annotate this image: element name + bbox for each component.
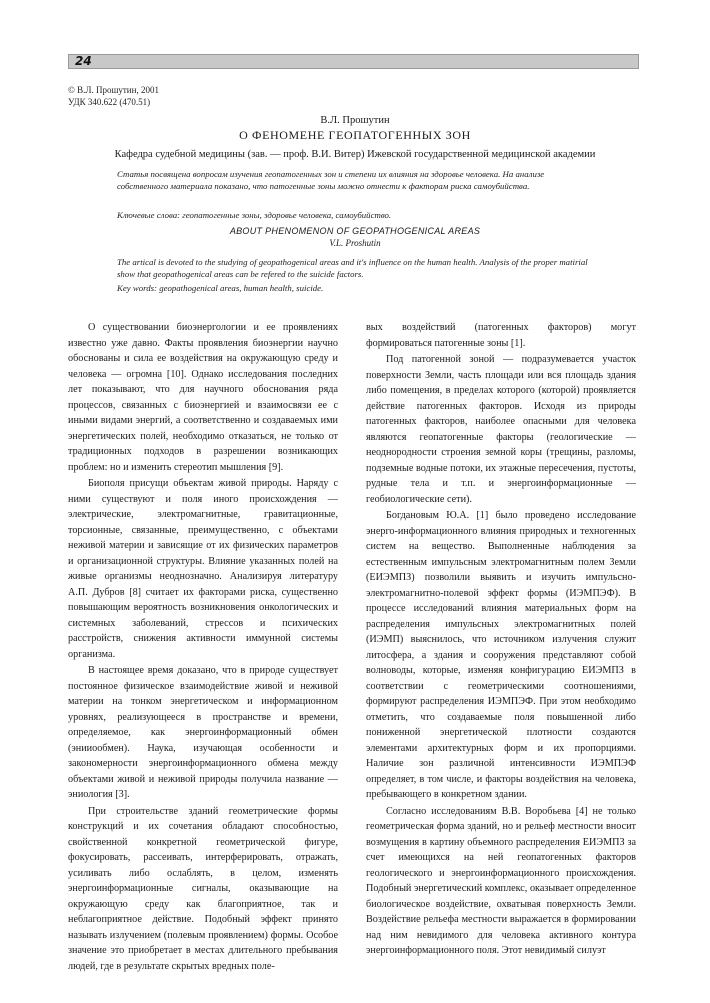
paragraph: Согласно исследованиям В.В. Воробьева [4] не только геометрическая форма зданий, но и рельеф местности вносит возмущения в картину объемного распределения ЕИЭМПЗ за счет имеющихся на ней геопатогенных факторов геологического и энергоинформационного происхождения. Подобный энергетический комплекс, оказывает определенное биологическое воздействие, охватывая поверхность Земли. Воздействие рельефа местности выражается в формировании над ним невидимого для человека активного контура энергоинформационного поля. Этот невидимый силуэт <box>366 805 636 956</box>
article-meta <box>68 84 159 108</box>
article-author: В.Л. Прошутин <box>320 115 390 126</box>
paragraph-continuation: вых воздействий (патогенных факторов) могут формироваться патогенные зоны [1]. <box>366 322 636 349</box>
body-column-right <box>366 320 636 959</box>
running-header-bar <box>68 54 639 69</box>
english-title: ABOUT PHENOMENON OF GEOPATHOGENICAL AREAS <box>229 226 481 236</box>
udk-line: УДК 340.622 (470.51) <box>68 97 151 107</box>
keywords-english: Key words: geopathogenical areas, human health, suicide. <box>117 283 324 293</box>
paragraph: При строительстве зданий геометрические формы конструкций и их сочетания обладают способностью, свойственной конкретной геометрической фигуре, фокусировать, рассеивать, интерферировать, отражать, усиливать либо ослаблять, в целом, изменять энергоинформационные сигналы, оказывающие на окружающую среду как благоприятное, так и неблагоприятное действие. Подобный эффект принято называть излучением (полевым проявлением) формы. Особое значение это приобретает в местах длительного пребывания людей, где в результате скрытых вредных поле- <box>68 805 338 972</box>
paragraph: Богдановым Ю.А. [1] было проведено исследование энерго-информационного влияния природных и техногенных систем на вещество. Выполненные наблюдения за естественным импульсным электромагнитным полем Земли (ЕИЭМПЗ) позволили выявить и изучить импульсно-электромагнитно-полевой эффект формы (ИЭМПЭФ). В процессе исследований влияния материальных форм на распределения импульсных электромагнитных полей (ИЭМП) выяснилось, что источником излучения служит литосфера, а здания и сооружения представляют собой волноводы, которые, изменяя конфигурацию ЕИЭМПЗ в соответствии с геометрическими соотношениями, формируют распределения ИЭМПЭФ. При этом необходимо отметить, что создаваемые поля повышенной либо пониженной энергетической плотности создаются элементами архитектурных форм и их пропорциями. Наличие зон различной интенсивности ИЭМПЭФ определяет, в том числе, и факторы воздействия на человека, пребывающего в конкретном здании. <box>366 510 636 800</box>
article-title: О ФЕНОМЕНЕ ГЕОПАТОГЕННЫХ ЗОН <box>239 128 471 142</box>
page-number: 24 <box>75 54 92 68</box>
paragraph: Под патогенной зоной — подразумевается участок поверхности Земли, часть площади или вся площадь здания либо помещения, в пределах которого (которой) проявляется действие патогенных факторов. Исходя из природы патогенных факторов, наиболее опасными для человека являются геопатогенные факторы (геологические — неоднородности строения земной коры (трещины, разломы, подземные водные потоки, их этажные пересечения, пустоты, рудные тела и т.п. и энергоинформационные — геобиологические сети). <box>366 354 636 505</box>
copyright-line: © В.Л. Прошутин, 2001 <box>68 85 159 95</box>
keywords-russian: Ключевые слова: геопатогенные зоны, здоровье человека, самоубийство. <box>117 210 392 220</box>
paragraph: О существовании биоэнергологии и ее проявлениях известно уже давно. Факты проявления биоэнергии научно обоснованы и сила ее воздействия на окружающую среду и человека — огромна [10]. Однако исследования последних лет показывают, что для научного обоснования ряда процессов, связанных с биоэнергией и взаимосвязи ее с иными видами энергий, а соответственно и создаваемых ими энергетических полей, необходимо отказаться, не только от традиционных подходов в разрешении возникающих проблем: но и изменить стереотип мышления [9]. <box>68 322 338 473</box>
abstract-russian: Статья посвящена вопросам изучения геопатогенных зон и степени их влияния на здоровье человека. На анализе собственного материала показано, что патогенные зоны можно отнести к факторам риска самоубийства. <box>117 169 545 192</box>
body-column-left <box>68 320 338 974</box>
article-affiliation: Кафедра судебной медицины (зав. — проф. В.И. Витер) Ижевской государственной медицинской академии <box>114 149 596 160</box>
english-author: V.L. Proshutin <box>329 238 381 248</box>
paragraph: Биополя присущи объектам живой природы. Наряду с ними существуют и поля иного происхождения — электрические, электромагнитные, гравитационные, торсионные, связанные, преимущественно, с объектами неживой материи и зависящие от их физических параметров и организационной структуры. Влияние указанных полей на живые организмы неоднозначно. Анализируя литературу А.П. Дубров [8] считает их факторами риска, существенно повышающим вероятность возникновения онкологических и системных заболеваний, стрессов и психических расстройств, снижения активности иммунной системы организма. <box>68 478 338 660</box>
paragraph: В настоящее время доказано, что в природе существует постоянное физическое взаимодействие живой и неживой материи на тонком энергетическом и информационном уровнях, реализующееся в пространстве и времени, определяемое, как энергоинформационный обмен (энииообмен). Наука, изучающая особенности и закономерности энергоинформационного обмена между объектами живой и неживой природы получила название — эниология [3]. <box>68 665 338 800</box>
abstract-english: The artical is devoted to the studying of geopathogenical areas and it's influence on the human health. Analysis of the proper matirial show that geopathogenical areas can be refered to the suicide factors. <box>117 257 588 280</box>
